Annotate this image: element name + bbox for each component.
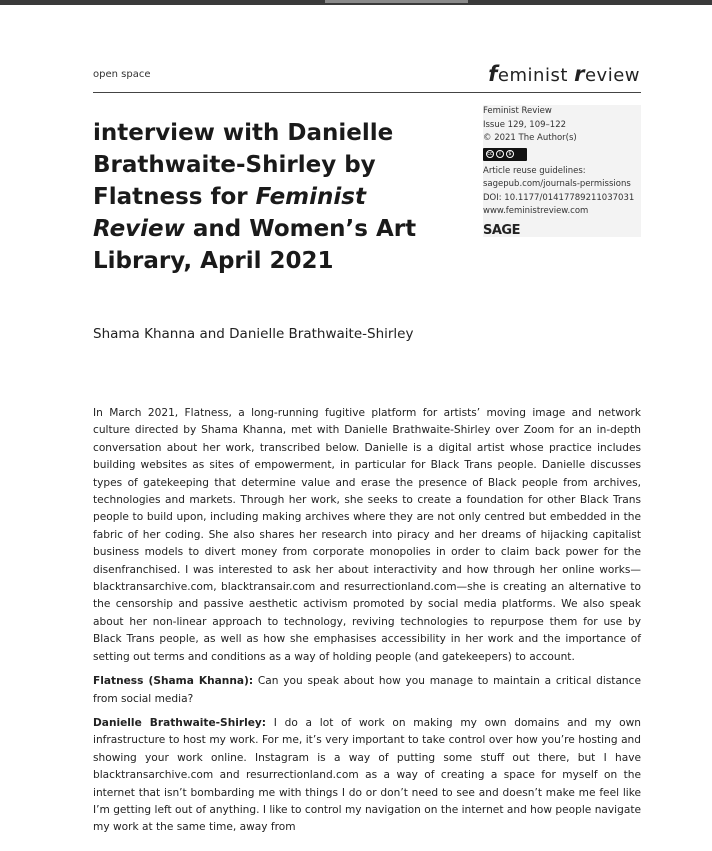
article-title: [93, 117, 448, 277]
sage-logo-icon: SAGE: [483, 222, 520, 238]
interviewee-name: Danielle Brathwaite-Shirley:: [93, 716, 267, 729]
intro-paragraph: In March 2021, Flatness, a long-running fugitive platform for artists’ moving image and network culture directed by Shama Khanna, met with Danielle Brathwaite-Shirley over Zoom for an in-depth conversation about her work, transcribed below. Danielle is a digital artist whose practice includes building websites as sites of empowerment, in particular for Black Trans people. Danielle discusses types of gatekeeping that determine value and erase the presence of Black people from archives, technologies and markets. Through her work, she seeks to create a foundation for other Black Trans people to build upon, including making archives where they are not only centred but embedded in the fabric of her coding. She also shares her research into piracy and her dreams of hijacking capitalist business models to divert money from corporate monopolies in order to claim back power for the disenfranchised. I was interested to ask her about interactivity and how through her online works—blacktransarchive.com, blacktransair.com and resurrectionland.com—she is creating an alternative to the censorship and passive aesthetic activism promoted by social media platforms. We also speak about her non-linear approach to technology, reviving technologies to repurpose them for use by Black Trans people, as well as how she emphasises accessibility in her work and the importance of setting out terms and conditions as a way of holding people (and gatekeepers) to account.: [93, 407, 641, 663]
meta-reuse-label: Article reuse guidelines:: [483, 165, 586, 176]
question-paragraph: [93, 673, 641, 708]
title-part-1: interview with Danielle Brathwaite-Shirley by Flatness for: [93, 120, 394, 210]
answer-text: I do a lot of work on making my own domains and my own infrastructure to host my work. For me, it’s very important to take control over how you’re hosting and showing your work online. Instagram is a way of putting some stuff out there, but I have blacktransarchive.com and resurrectionland.com as a way of creating a space for myself on the internet that isn’t bombarding me with things I do or don’t need to see and doesn’t make me feel like I’m getting left out of anything. I like to control my navigation on the internet and how people navigate my work at the same time, away from: [93, 716, 641, 834]
meta-copyright: © 2021 The Author(s): [483, 133, 577, 143]
logo-initial-f: f: [488, 62, 498, 86]
viewer-top-bar: [0, 0, 712, 5]
meta-doi[interactable]: DOI: 10.1177/01417789211037031: [483, 192, 635, 203]
logo-word-feminist: eminist: [497, 65, 575, 86]
title-italic: Feminist Review: [93, 184, 366, 242]
article-metadata: [483, 105, 641, 237]
meta-website[interactable]: www.feministreview.com: [483, 206, 589, 216]
meta-reuse-link[interactable]: sagepub.com/journals-permissions: [483, 179, 631, 189]
meta-journal: Feminist Review: [483, 106, 552, 116]
article-body: [93, 405, 641, 844]
title-part-2: and Women’s Art Library, April 2021: [93, 216, 417, 274]
cc-nc-circle: $: [506, 150, 514, 158]
journal-logo: [488, 62, 640, 86]
question-text: Can you speak about how you manage to maintain a critical distance from social media?: [93, 675, 641, 705]
section-label: open space: [93, 69, 151, 80]
cc-circle: cc: [487, 151, 493, 157]
viewer-scroll-indicator[interactable]: [325, 0, 468, 3]
creative-commons-icon: [483, 148, 527, 161]
meta-issue: Issue 129, 109–122: [483, 119, 567, 130]
article-authors: Shama Khanna and Danielle Brathwaite-Shirley: [93, 326, 414, 342]
header-rule: [93, 92, 641, 93]
logo-initial-r: r: [574, 62, 585, 86]
cc-by-circle: i: [496, 150, 504, 158]
logo-word-review: eview: [584, 65, 640, 86]
answer-paragraph: [93, 715, 641, 837]
interviewer-name: Flatness (Shama Khanna):: [93, 675, 254, 688]
